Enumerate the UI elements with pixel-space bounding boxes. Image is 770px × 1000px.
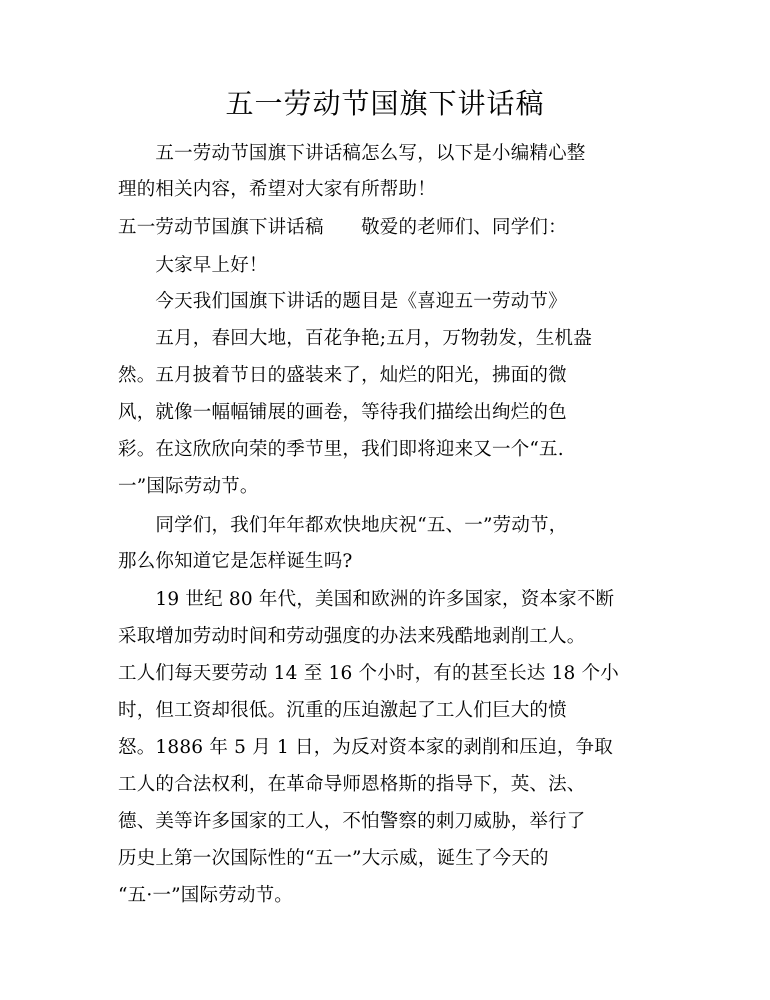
text-line: 工人的合法权利，在革命导师恩格斯的指导下，英、法、 bbox=[118, 774, 586, 795]
text-line: 一”国际劳动节。 bbox=[118, 476, 259, 497]
text-line: 德、美等许多国家的工人，不怕警察的刺刀威胁，举行了 bbox=[118, 811, 586, 832]
text-line: 今天我们国旗下讲话的题目是《喜迎五一劳动节》 bbox=[118, 291, 567, 312]
text-line: “五·一”国际劳动节。 bbox=[118, 885, 293, 906]
text-line: 那么你知道它是怎样诞生吗? bbox=[118, 551, 353, 572]
text-line: 然。五月披着节日的盛装来了，灿烂的阳光，拂面的微 bbox=[118, 365, 567, 386]
document-title: 五一劳动节国旗下讲话稿 bbox=[225, 87, 545, 120]
text-line: 采取增加劳动时间和劳动强度的办法来残酷地剥削工人。 bbox=[118, 626, 586, 647]
text-line: 五一劳动节国旗下讲话稿 敬爱的老师们、同学们： bbox=[118, 217, 567, 238]
text-line: 怒。1886 年 5 月 1 日，为反对资本家的剥削和压迫，争取 bbox=[118, 737, 613, 758]
text-line: 大家早上好！ bbox=[118, 255, 268, 276]
text-line: 风，就像一幅幅铺展的画卷，等待我们描绘出绚烂的色 bbox=[118, 402, 567, 423]
text-line: 时，但工资却很低。沉重的压迫激起了工人们巨大的愤 bbox=[118, 700, 567, 721]
text-line: 五月，春回大地，百花争艳;五月，万物勃发，生机盎 bbox=[118, 328, 592, 349]
text-line: 五一劳动节国旗下讲话稿怎么写，以下是小编精心整 bbox=[118, 143, 586, 164]
text-line: 同学们，我们年年都欢快地庆祝“五、一”劳动节， bbox=[118, 515, 568, 536]
text-line: 历史上第一次国际性的“五一”大示威，诞生了今天的 bbox=[118, 848, 549, 869]
text-line: 19 世纪 80 年代，美国和欧洲的许多国家，资本家不断 bbox=[118, 589, 615, 610]
text-line: 工人们每天要劳动 14 至 16 个小时，有的甚至长达 18 个小 bbox=[118, 663, 620, 684]
text-line: 彩。在这欣欣向荣的季节里，我们即将迎来又一个“五. bbox=[118, 439, 564, 460]
text-line: 理的相关内容，希望对大家有所帮助！ bbox=[118, 179, 436, 200]
